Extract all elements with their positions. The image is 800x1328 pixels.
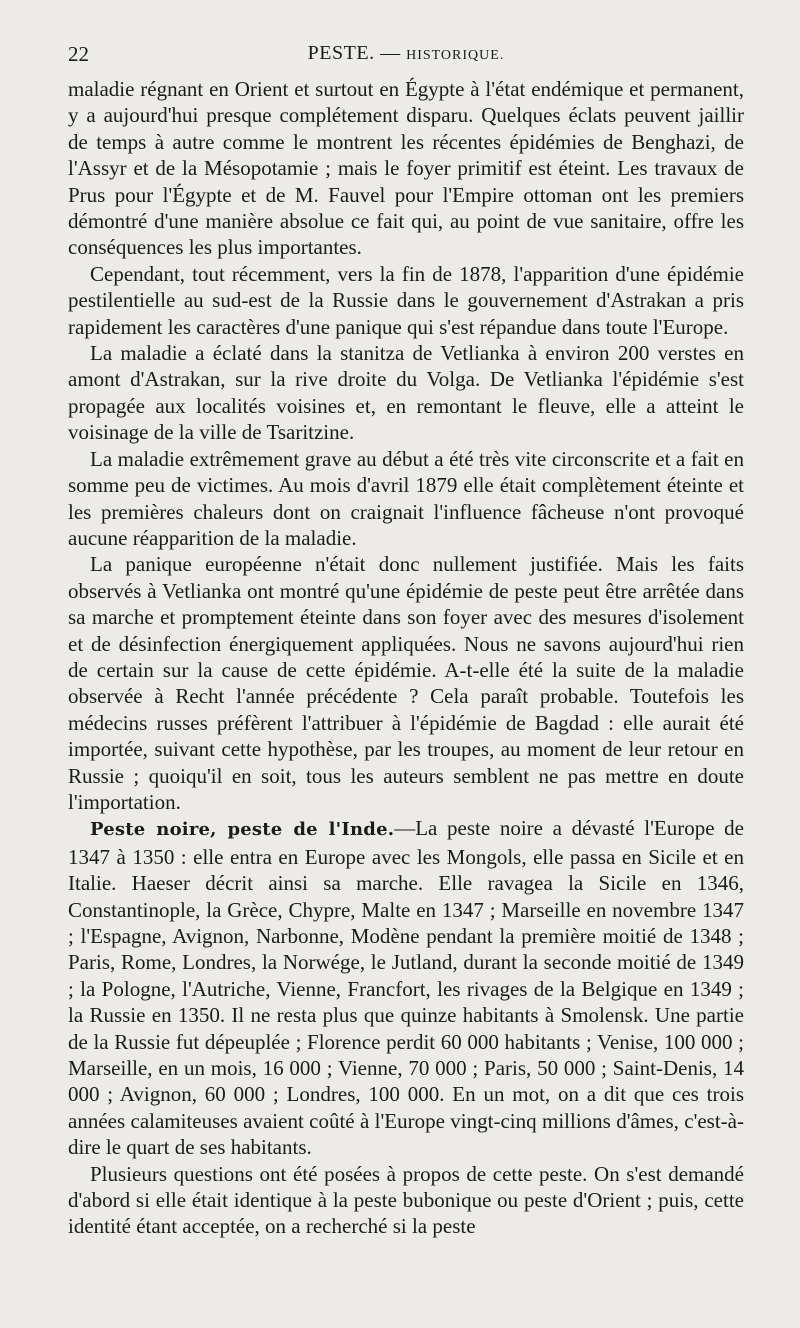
paragraph-7: Plusieurs questions ont été posées à propos de cette peste. On s'est demandé d'abord si elle était identique à la peste bubonique ou peste d'Orient ; puis, cette identité étant acceptée, on a recherché si la peste [68, 1161, 744, 1239]
paragraph-4: La maladie extrêmement grave au début a été très vite circonscrite et a fait en somme peu de victimes. Au mois d'avril 1879 elle était complètement éteinte et les premières chaleurs dont on craignait l'influence fâcheuse n'ont provoqué aucune réapparition de la maladie. [68, 446, 744, 550]
running-head [68, 42, 744, 65]
paragraph-6-text: —La peste noire a dévasté l'Europe de 1347 à 1350 : elle entra en Europe avec les Mongols, elle passa en Sicile et en Italie. Haeser décrit ainsi sa marche. Elle ravagea la Sicile en 1346, Constantinople, la Grèce, Chypre, Malte en 1347 ; Marseille en novembre 1347 ; l'Espagne, Avignon, Narbonne, Modène pendant la première moitié de 1348 ; Paris, Rome, Londres, la Norwége, le Jutland, durant la seconde moitié de 1349 ; la Pologne, l'Autriche, Vienne, Francfort, les rivages de la Belgique en 1349 ; la Russie en 1350. Il ne resta plus que quinze habitants à Smolensk. Une partie de la Russie fut dépeuplée ; Florence perdit 60 000 habitants ; Venise, 100 000 ; Marseille, en un mois, 16 000 ; Vienne, 70 000 ; Paris, 50 000 ; Saint-Denis, 14 000 ; Avignon, 60 000 ; Londres, 100 000. En un mot, on a dit que ces trois années calamiteuses avaient coûté à l'Europe vingt-cinq millions d'âmes, c'est-à-dire le quart de ses habitants. [68, 816, 744, 1160]
section-heading: Peste noire, peste de l'Inde. [90, 819, 395, 841]
running-head-sub: HISTORIQUE. [406, 48, 505, 63]
paragraph-6 [68, 815, 744, 1160]
paragraph-1: maladie régnant en Orient et surtout en Égypte à l'état endémique et permanent, y a aujourd'hui presque complétement disparu. Quelques éclats peuvent jaillir de temps à autre comme le montrent les récentes épidémies de Benghazi, de l'Assyr et de la Mésopotamie ; mais le foyer primitif est éteint. Les travaux de Prus pour l'Égypte et de M. Fauvel pour l'Empire ottoman ont les premiers démontré d'une manière absolue ce fait qui, au point de vue sanitaire, offre les conséquences les plus importantes. [68, 77, 744, 260]
paragraph-2: Cependant, tout récemment, vers la fin de 1878, l'apparition d'une épidémie pestilentielle au sud-est de la Russie dans le gouvernement d'Astrakan a pris rapidement les caractères d'une panique qui s'est répandue dans toute l'Europe. [68, 261, 744, 339]
running-head-main: PESTE. — [307, 42, 401, 64]
paragraph-5: La panique européenne n'était donc nullement justifiée. Mais les faits observés à Vetlianka ont montré qu'une épidémie de peste peut être arrêtée dans sa marche et promptement éteinte dans son foyer avec des mesures d'isolement et de désinfection énergiquement appliquées. Nous ne savons aujourd'hui rien de certain sur la cause de cette épidémie. A-t-elle été la suite de la maladie observée à Recht l'année précédente ? Cela paraît probable. Toutefois les médecins russes préfèrent l'attribuer à l'épidémie de Bagdad : elle aurait été importée, suivant cette hypothèse, par les troupes, au moment de leur retour en Russie ; quoiqu'il en soit, tous les auteurs semblent ne pas mettre en doute l'importation. [68, 552, 744, 814]
body-text [68, 76, 744, 1240]
page-number: 22 [68, 42, 89, 66]
paragraph-3: La maladie a éclaté dans la stanitza de Vetlianka à environ 200 verstes en amont d'Astrakan, sur la rive droite du Volga. De Vetlianka l'épidémie s'est propagée aux localités voisines et, en remontant le fleuve, elle a atteint le voisinage de la ville de Tsaritzine. [68, 341, 744, 445]
page-header [68, 42, 744, 72]
